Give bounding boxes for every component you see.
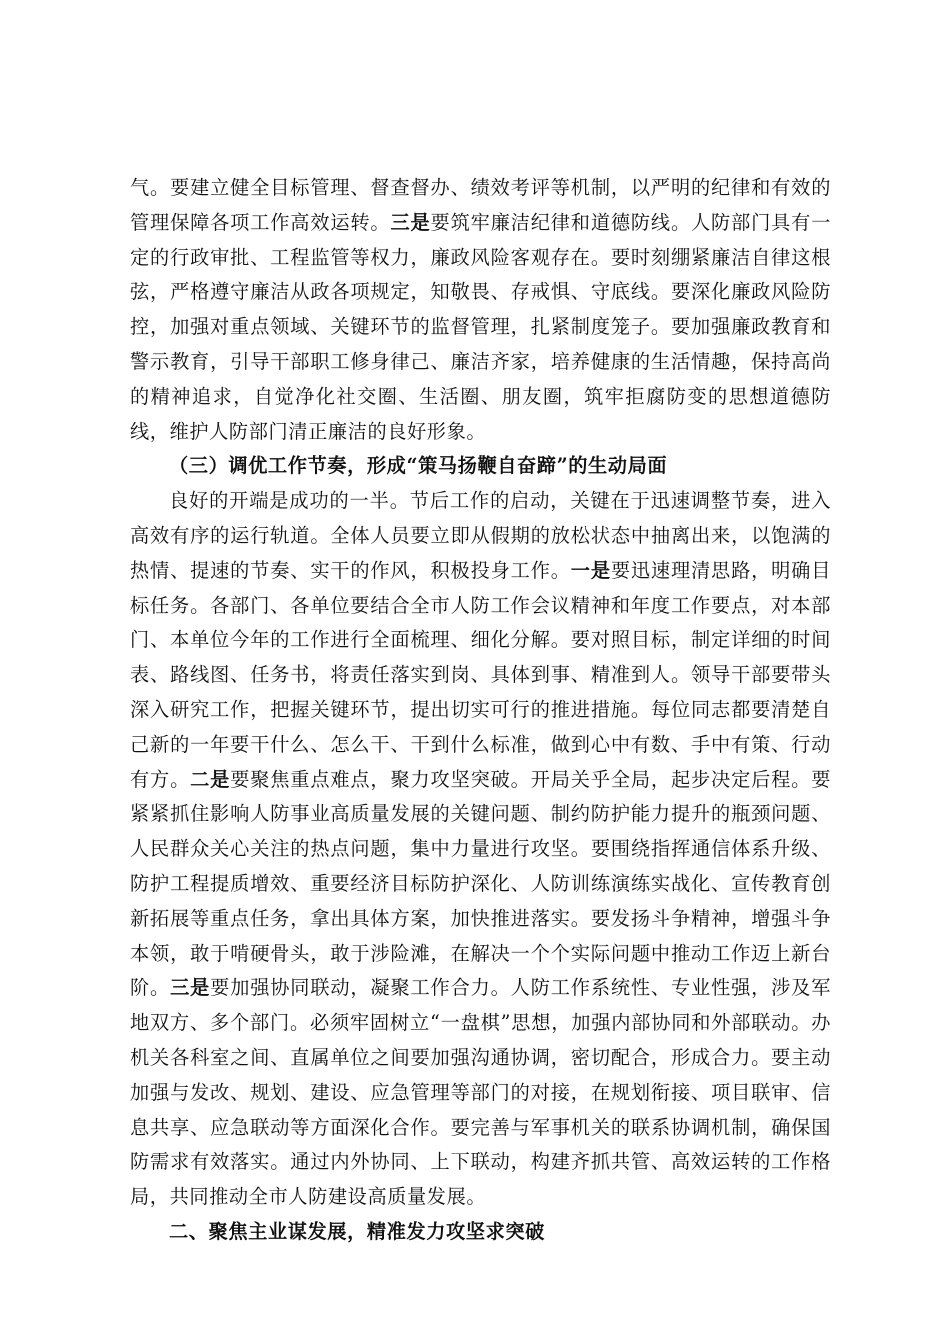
- paragraph-text: 要加强协同联动，凝聚工作合力。人防工作系统性、专业性强，涉及军地双方、多个部门。必须牢固树立“一盘棋”思想，加强内部协同和外部联动。办机关各科室之间、直属单位之间要加强沟通协调，密切配合，形成合力。要主动加强与发改、规划、建设、应急管理等部门的对接，在规划衔接、项目联审、信息共享、应急联动等方面深化合作。要完善与军事机关的联系协调机制，确保国防需求有效落实。通过内外协同、上下联动，构建齐抓共管、高效运转的工作格局，共同推动全市人防建设高质量发展。: [130, 976, 831, 1209]
- paragraph-work-rhythm: [130, 484, 831, 1215]
- emphasis-first: 一是: [570, 558, 611, 582]
- document-body: [130, 171, 831, 1250]
- paragraph-text: 良好的开端是成功的一半。节后工作的启动，关键在于迅速调整节奏，进入高效有序的运行轨道。全体人员要立即从假期的放松状态中抽离出来，以饱满的热情、提速的节奏、实干的作风，积极投身工作。: [130, 489, 831, 582]
- chapter-heading-two: 二、聚焦主业谋发展，精准发力攻坚求突破: [169, 1219, 545, 1243]
- emphasis-third: 三是: [170, 976, 211, 1000]
- emphasis-second: 二是: [190, 767, 231, 791]
- paragraph-text: 要聚焦重点难点，聚力攻坚突破。开局关乎全局，起步决定后程。要紧紧抓住影响人防事业高质量发展的关键问题、制约防护能力提升的瓶颈问题、人民群众关心关注的热点问题，集中力量进行攻坚。要围绕指挥通信体系升级、防护工程提质增效、重要经济目标防护深化、人防训练演练实战化、宣传教育创新拓展等重点任务，拿出具体方案，加快推进落实。要发扬斗争精神，增强斗争本领，敢于啃硬骨头，敢于涉险滩，在解决一个个实际问题中推动工作迈上新台阶。: [130, 767, 831, 1000]
- paragraph-text: 要迅速理清思路，明确目标任务。各部门、各单位要结合全市人防工作会议精神和年度工作要点，对本部门、本单位今年的工作进行全面梳理、细化分解。要对照目标，制定详细的时间表、路线图、任务书，将责任落实到岗、具体到事、精准到人。领导干部要带头深入研究工作，把握关键环节，提出切实可行的推进措施。每位同志都要清楚自己新的一年要干什么、怎么干、干到什么标准，做到心中有数、手中有策、行动有方。: [130, 558, 831, 791]
- emphasis-third: 三是: [390, 210, 431, 234]
- paragraph-text: 要筑牢廉洁纪律和道德防线。人防部门具有一定的行政审批、工程监管等权力，廉政风险客观存在。要时刻绷紧廉洁自律这根弦，严格遵守廉洁从政各项规定，知敬畏、存戒惧、守底线。要深化廉政风险防控，加强对重点领域、关键环节的监督管理，扎紧制度笼子。要加强廉政教育和警示教育，引导干部职工修身律己、廉洁齐家，培养健康的生活情趣，保持高尚的精神追求，自觉净化社交圈、生活圈、朋友圈，筑牢拒腐防变的思想道德防线，维护人防部门清正廉洁的良好形象。: [130, 210, 832, 443]
- paragraph-text: 气。要建立健全目标管理、督查督办、绩效考评等机制，以严明的纪律和有效的管理保障各项工作高效运转。: [130, 176, 831, 234]
- section-heading-three: （三）调优工作节奏，形成“策马扬鞭自奋蹄”的生动局面: [169, 454, 668, 478]
- paragraph-discipline: [130, 171, 831, 449]
